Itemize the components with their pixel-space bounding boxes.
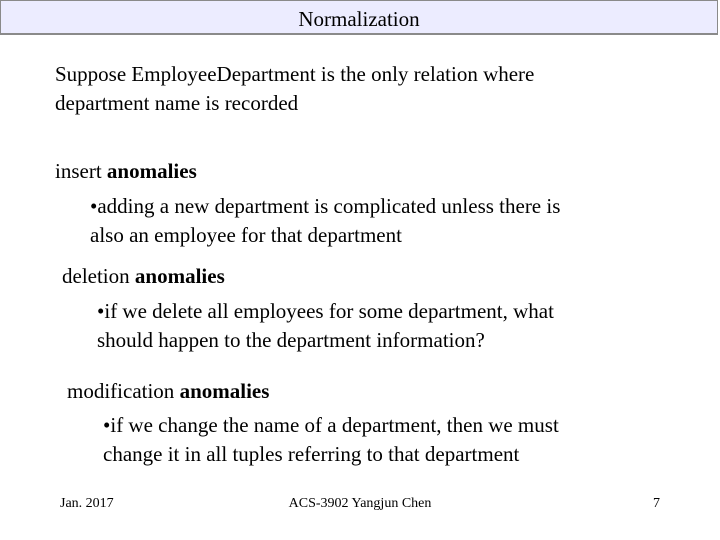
title-bar	[0, 0, 718, 35]
insert-anomalies-heading	[55, 157, 197, 186]
footer-date: Jan. 2017	[60, 496, 114, 511]
heading-lead: insert	[55, 159, 102, 183]
deletion-anomalies-bullet-line-2: should happen to the department information?	[97, 328, 485, 352]
modification-anomalies-heading	[67, 377, 269, 406]
footer-course: ACS-3902 Yangjun Chen	[288, 496, 432, 511]
bullet-icon: •	[97, 299, 105, 323]
modification-anomalies-bullet-line-1	[103, 411, 559, 440]
bullet-text: adding a new department is complicated unless there is	[97, 194, 561, 218]
heading-lead: deletion	[62, 264, 130, 288]
heading-keyword: anomalies	[179, 379, 270, 403]
insert-anomalies-bullet-line-1	[90, 192, 560, 221]
slide-title: Normalization	[298, 7, 420, 31]
deletion-anomalies-bullet-line-1	[97, 297, 554, 326]
heading-keyword: anomalies	[134, 264, 225, 288]
intro-line-2: department name is recorded	[55, 91, 299, 115]
intro-line-1: Suppose EmployeeDepartment is the only relation where	[55, 62, 535, 86]
footer-page-number: 7	[653, 496, 660, 511]
insert-anomalies-bullet-line-2: also an employee for that department	[90, 223, 402, 247]
bullet-icon: •	[90, 194, 98, 218]
deletion-anomalies-heading	[62, 262, 225, 291]
heading-keyword: anomalies	[106, 159, 197, 183]
bullet-text: if we change the name of a department, then we must	[110, 413, 559, 437]
heading-lead: modification	[67, 379, 175, 403]
bullet-icon: •	[103, 413, 111, 437]
bullet-text: if we delete all employees for some department, what	[104, 299, 554, 323]
modification-anomalies-bullet-line-2: change it in all tuples referring to that department	[103, 442, 520, 466]
